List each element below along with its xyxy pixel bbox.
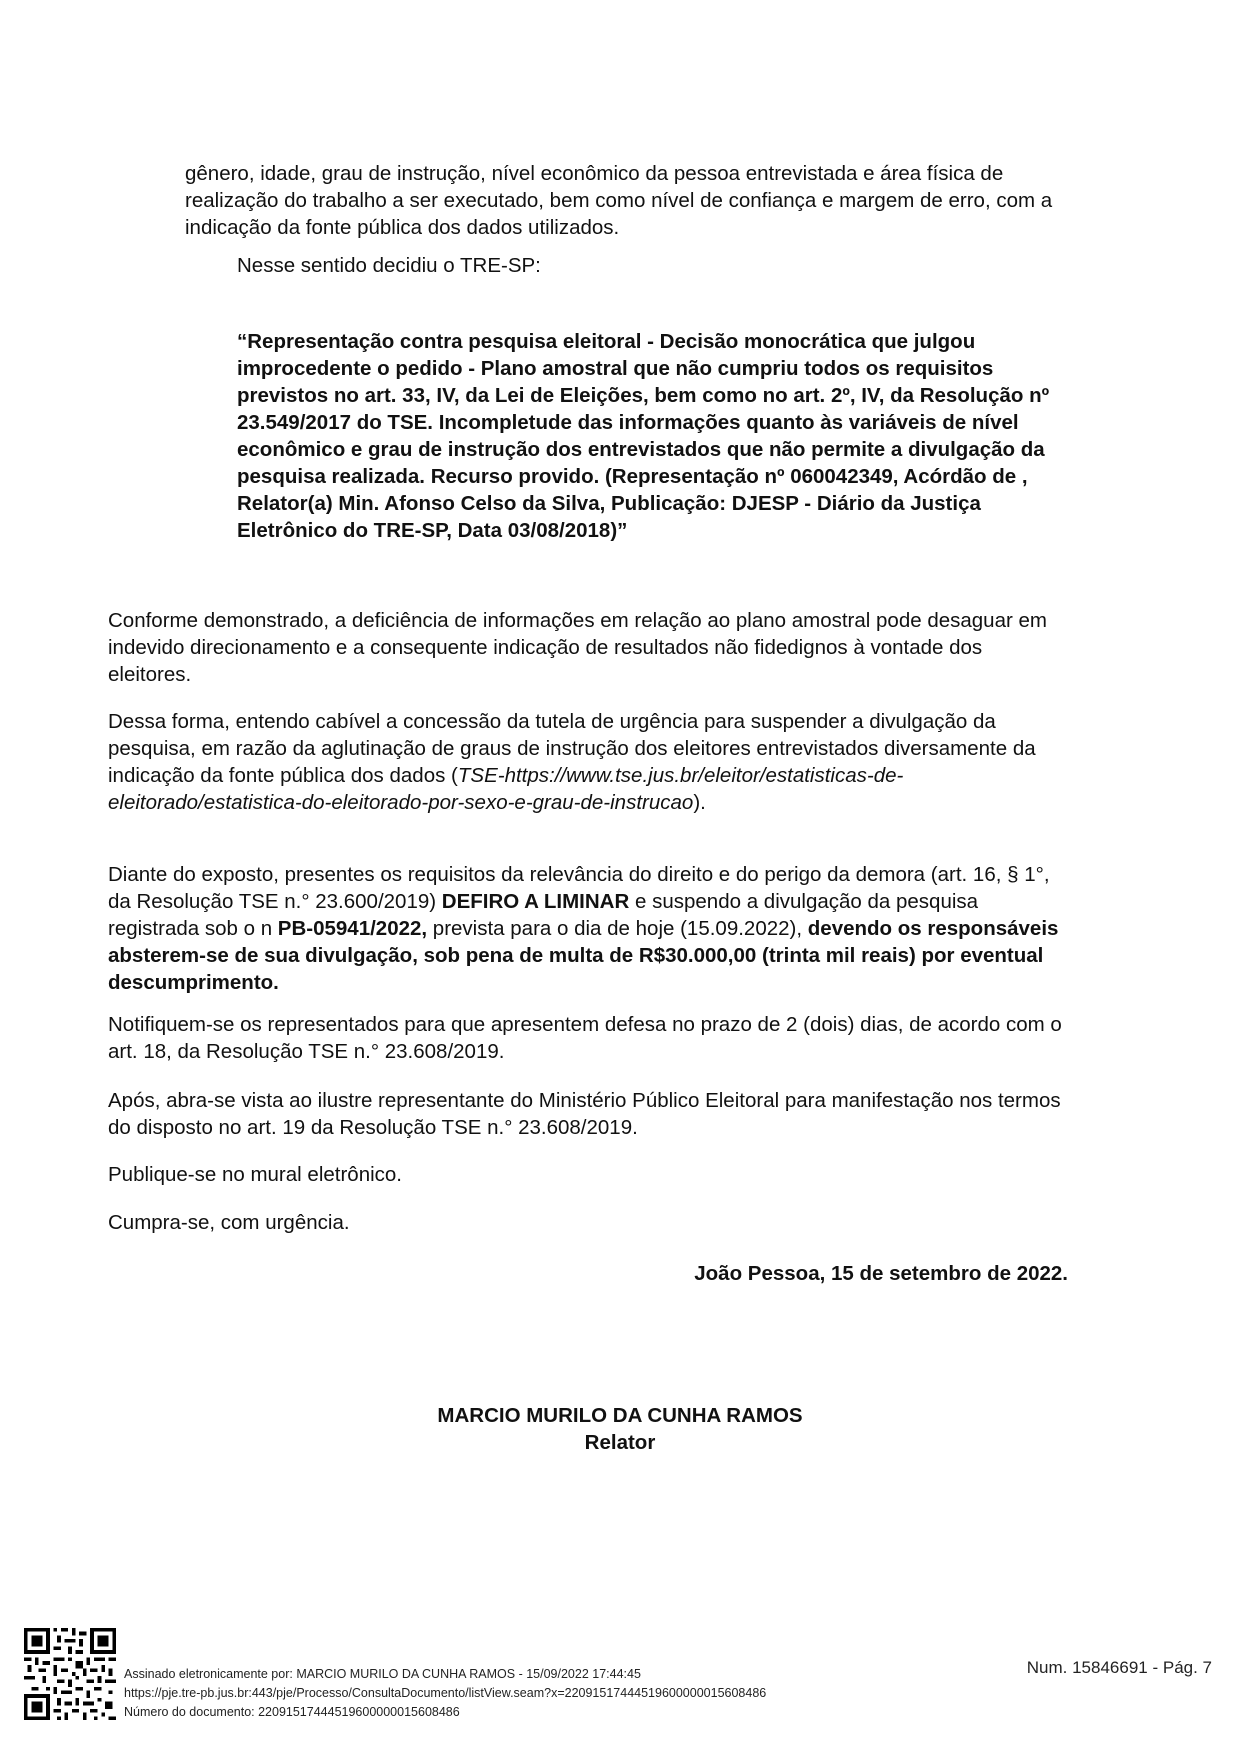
dispositivo-text-1: Diante do exposto, presentes os requisitos da relevância do direito e do perigo da demora (art. 16, § 1°, da Resolução TSE n.° 23.600/2019) xyxy=(108,863,1050,913)
signature-role: Relator xyxy=(584,1431,656,1454)
source-link[interactable]: TSE-https://www.tse.jus.br/eleitor/estatisticas-de-eleitorado/estatistica-do-eleitorado-por-sexo-e-grau-de-instrucao xyxy=(108,764,904,814)
footer-page-number: Num. 15846691 - Pág. 7 xyxy=(1026,1658,1212,1677)
footer-doc-number: Número do documento: 22091517444519600000015608486 xyxy=(124,1705,460,1719)
paragraph-dispositivo xyxy=(108,861,1068,996)
paragraph-cumpra: Cumpra-se, com urgência. xyxy=(108,1211,350,1234)
signature-name: MARCIO MURILO DA CUNHA RAMOS xyxy=(437,1404,803,1427)
paragraph-dessa-forma-text: Dessa forma, entendo cabível a concessão da tutela de urgência para suspender a divulgação da pesquisa, em razão da aglutinação de graus de instrução dos eleitores entrevistados diversamente da indicação da fonte pública dos dados ( xyxy=(108,710,1036,787)
paragraph-conforme: Conforme demonstrado, a deficiência de informações em relação ao plano amostral pode desaguar em indevido direcionamento e a consequente indicação de resultados não fidedignos à vontade dos eleitores. xyxy=(108,609,1047,686)
footer xyxy=(0,1618,1240,1738)
date-line: João Pessoa, 15 de setembro de 2022. xyxy=(694,1262,1068,1285)
paragraph-intro-quote: Nesse sentido decidiu o TRE-SP: xyxy=(237,254,541,277)
registro-pesquisa: PB-05941/2022, xyxy=(277,917,428,940)
defiro-liminar: DEFIRO A LIMINAR xyxy=(441,890,630,913)
paragraph-dessa-forma-end: ). xyxy=(693,791,706,814)
paragraph-notifiquem: Notifiquem-se os representados para que apresentem defesa no prazo de 2 (dois) dias, de acordo com o art. 18, da Resolução TSE n.° 23.608/2019. xyxy=(108,1013,1062,1063)
footer-signed-by: Assinado eletronicamente por: MARCIO MURILO DA CUNHA RAMOS - 15/09/2022 17:44:45 xyxy=(124,1667,641,1681)
dispositivo-multa: devendo os responsáveis absterem-se de sua divulgação, sob pena de multa de R$30.000,00 (trinta mil reais) por eventual descumprimento. xyxy=(108,917,1059,994)
block-quote: “Representação contra pesquisa eleitoral - Decisão monocrática que julgou improcedente o pedido - Plano amostral que não cumpriu todos os requisitos previstos no art. 33, IV, da Lei de Eleições, bem como no art. 2º, IV, da Resolução nº 23.549/2017 do TSE. Incompletude das informações quanto às variáveis de nível econômico e grau de instrução dos entrevistados que não permite a divulgação da pesquisa realizada. Recurso provido. (Representação nº 060042349, Acórdão de , Relator(a) Min. Afonso Celso da Silva, Publicação: DJESP - Diário da Justiça Eletrônico do TRE-SP, Data 03/08/2018)” xyxy=(237,330,1050,542)
footer-url[interactable]: https://pje.tre-pb.jus.br:443/pje/Processo/ConsultaDocumento/listView.seam?x=22091517444519600000015608486 xyxy=(124,1686,767,1700)
paragraph-dessa-forma xyxy=(108,708,1068,816)
paragraph-apos: Após, abra-se vista ao ilustre representante do Ministério Público Eleitoral para manifestação nos termos do disposto no art. 19 da Resolução TSE n.° 23.608/2019. xyxy=(108,1089,1061,1139)
dispositivo-text-3: prevista para o dia de hoje (15.09.2022), xyxy=(427,917,808,940)
paragraph-criteria: gênero, idade, grau de instrução, nível econômico da pessoa entrevistada e área física de realização do trabalho a ser executado, bem como nível de confiança e margem de erro, com a indicação da fonte pública dos dados utilizados. xyxy=(185,162,1053,239)
dispositivo-text-2: e suspendo a divulgação da pesquisa registrada sob o n xyxy=(108,890,979,940)
paragraph-publique: Publique-se no mural eletrônico. xyxy=(108,1163,402,1186)
qr-code-icon[interactable] xyxy=(24,1628,116,1720)
